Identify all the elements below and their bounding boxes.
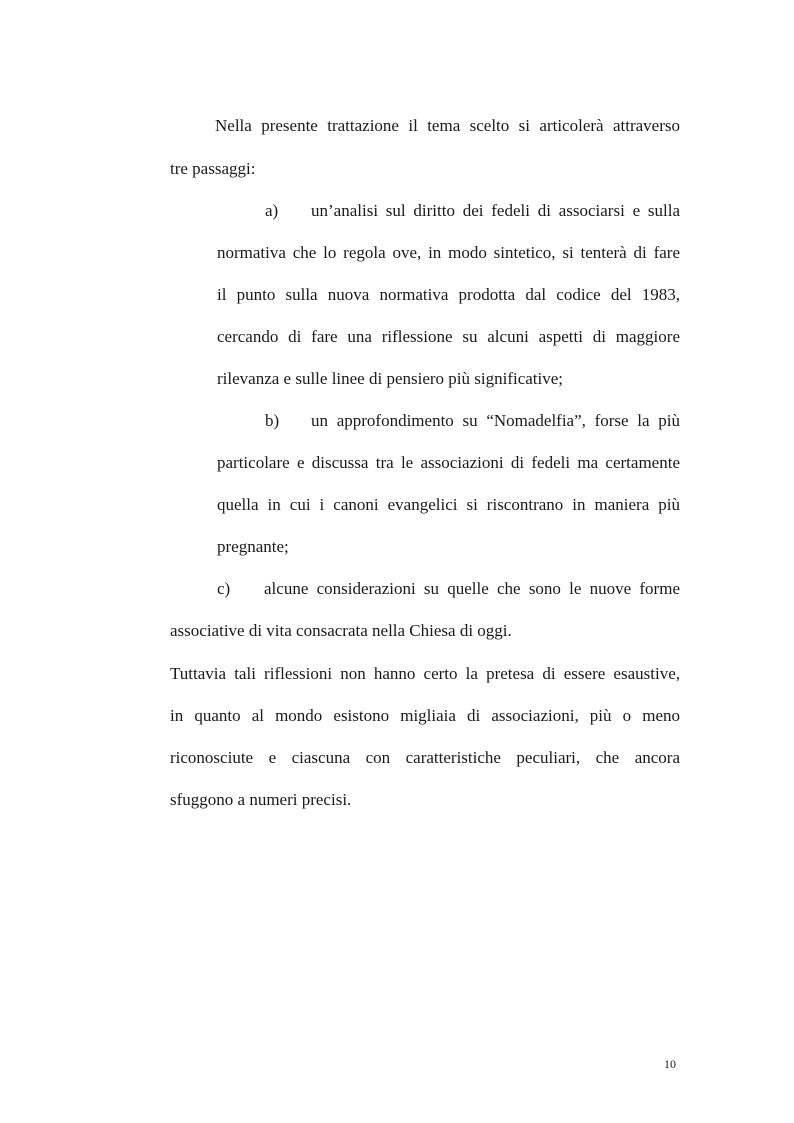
item-a-line-3: il punto sulla nuova normativa prodotta dal codice del 1983, (217, 285, 680, 304)
closing-line-3: riconosciute e ciascuna con caratteristiche peculiari, che ancora (170, 748, 680, 767)
item-c-first-line: alcune considerazioni su quelle che sono le nuove forme (264, 579, 680, 598)
item-a-first-line: un’analisi sul diritto dei fedeli di associarsi e sulla (311, 201, 680, 220)
item-b-line-4: pregnante; (217, 537, 289, 556)
item-c-marker: c) (217, 579, 231, 598)
item-b-first-line: un approfondimento su “Nomadelfia”, forse la più (311, 411, 680, 430)
intro-line-2: tre passaggi: (170, 159, 256, 178)
item-b-line-3: quella in cui i canoni evangelici si riscontrano in maniera più (217, 495, 680, 514)
closing-line-4: sfuggono a numeri precisi. (170, 790, 352, 809)
item-c-line-2: associative di vita consacrata nella Chiesa di oggi. (170, 621, 512, 640)
closing-line-2: in quanto al mondo esistono migliaia di associazioni, più o meno (170, 706, 680, 725)
item-b-marker: b) (265, 411, 280, 430)
closing-line-1: Tuttavia tali riflessioni non hanno certo la pretesa di essere esaustive, (170, 664, 680, 683)
item-a-marker: a) (265, 201, 279, 220)
intro-line-1: Nella presente trattazione il tema scelto si articolerà attraverso (215, 116, 680, 135)
item-a-line-5: rilevanza e sulle linee di pensiero più significative; (217, 369, 564, 388)
item-b-line-2: particolare e discussa tra le associazioni di fedeli ma certamente (217, 453, 680, 472)
item-a-line-2: normativa che lo regola ove, in modo sintetico, si tenterà di fare (217, 243, 680, 262)
item-a-line-4: cercando di fare una riflessione su alcuni aspetti di maggiore (217, 327, 680, 346)
page-number: 10 (664, 1057, 676, 1071)
